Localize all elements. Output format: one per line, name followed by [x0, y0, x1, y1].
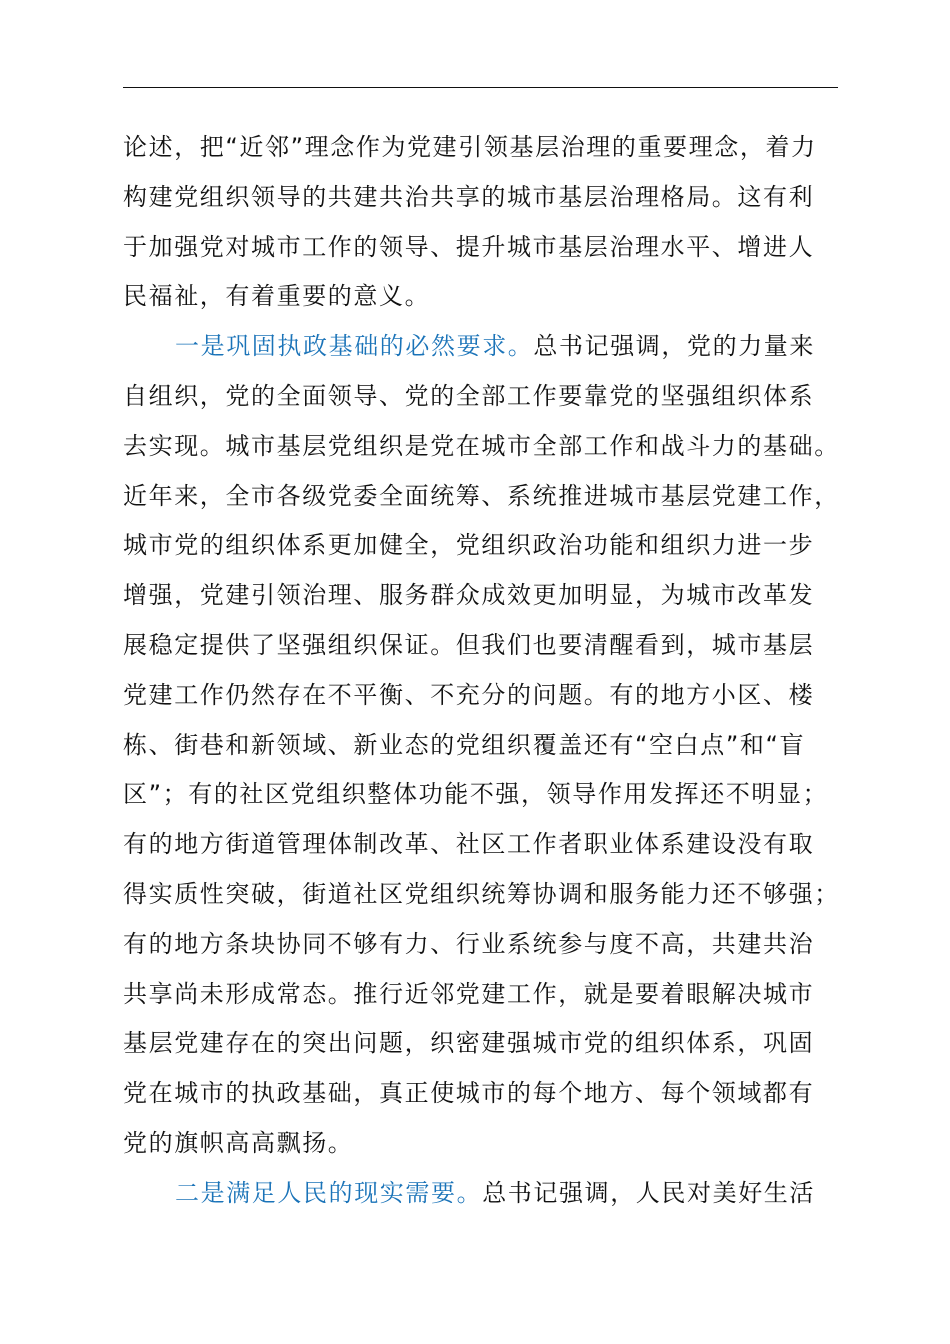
text-line-18: 共享尚未形成常态。推行近邻党建工作，就是要着眼解决城市 — [123, 979, 815, 1008]
text-line-2: 构建党组织领导的共建共治共享的城市基层治理格局。这有利 — [123, 182, 815, 211]
text-line-19: 基层党建存在的突出问题，织密建强城市党的组织体系，巩固 — [123, 1029, 815, 1058]
text-line-6: 自组织，党的全面领导、党的全部工作要靠党的坚强组织体系 — [123, 381, 815, 410]
text-line-20: 党在城市的执政基础，真正使城市的每个地方、每个领域都有 — [123, 1079, 815, 1108]
text-line-7: 去实现。城市基层党组织是党在城市全部工作和战斗力的基础。 — [123, 431, 840, 460]
body-text — [123, 123, 863, 1219]
text-line-8: 近年来，全市各级党委全面统筹、系统推进城市基层党建工作， — [123, 481, 840, 510]
section-1-heading: 一是巩固执政基础的必然要求。 — [175, 332, 534, 361]
text-line-9: 城市党的组织体系更加健全，党组织政治功能和组织力进一步 — [123, 531, 815, 560]
text-line-13: 栋、街巷和新领域、新业态的党组织覆盖还有“空白点”和“盲 — [123, 730, 806, 759]
text-line-17: 有的地方条块协同不够有力、行业系统参与度不高，共建共治 — [123, 929, 815, 958]
text-line-14: 区”；有的社区党组织整体功能不强，领导作用发挥还不明显； — [123, 780, 829, 809]
text-line-3: 于加强党对城市工作的领导、提升城市基层治理水平、增进人 — [123, 232, 815, 261]
text-line-1: 论述，把“近邻”理念作为党建引领基层治理的重要理念，着力 — [123, 133, 817, 161]
text-line-15: 有的地方街道管理体制改革、社区工作者职业体系建设没有取 — [123, 830, 815, 859]
text-line-10: 增强，党建引领治理、服务群众成效更加明显，为城市改革发 — [123, 581, 815, 610]
text-line-11: 展稳定提供了坚强组织保证。但我们也要清醒看到，城市基层 — [123, 630, 815, 659]
section-2-first-line — [123, 1169, 863, 1219]
section-1-first-line — [123, 322, 863, 372]
section-2-text: 总书记强调，人民对美好生活 — [482, 1178, 816, 1207]
text-line-16: 得实质性突破，街道社区党组织统筹协调和服务能力还不够强； — [123, 879, 840, 908]
text-line-21: 党的旗帜高高飘扬。 — [123, 1128, 354, 1157]
text-line-12: 党建工作仍然存在不平衡、不充分的问题。有的地方小区、楼 — [123, 680, 815, 709]
text-line-4: 民福祉，有着重要的意义。 — [123, 282, 431, 311]
section-1-text: 总书记强调，党的力量来 — [533, 332, 816, 361]
header-rule — [123, 87, 838, 88]
section-2-heading: 二是满足人民的现实需要。 — [175, 1178, 483, 1207]
